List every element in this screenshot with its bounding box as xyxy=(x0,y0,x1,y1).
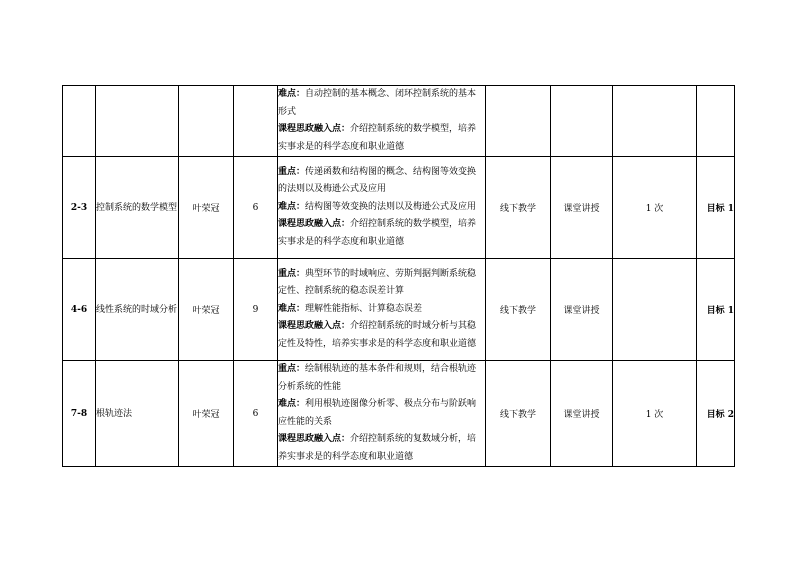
content-label: 重点： xyxy=(278,268,306,279)
content-text: 典型环节的时域响应、劳斯判据判断系统稳定性、控制系统的稳态误差计算 xyxy=(278,268,477,297)
content-label: 难点： xyxy=(278,89,306,99)
topic-cell xyxy=(96,86,179,157)
content-text: 结构图等效变换的法则以及梅逊公式及应用 xyxy=(305,201,477,212)
hours-cell: 9 xyxy=(234,259,278,361)
content-text: 介绍控制系统的时域分析与其稳定性及特性，培养实事求是的科学态度和职业道德 xyxy=(278,321,477,349)
session-cell: 2-3 xyxy=(63,157,96,259)
table-row xyxy=(63,157,735,259)
session-cell xyxy=(63,86,96,157)
content-label: 重点： xyxy=(278,166,306,177)
goal-cell xyxy=(697,86,735,157)
content-label: 难点： xyxy=(278,303,306,314)
topic-cell: 根轨迹法 xyxy=(96,361,179,467)
content-line xyxy=(278,361,485,396)
method-cell xyxy=(551,86,613,157)
mode-cell: 线下教学 xyxy=(486,157,551,259)
content-text: 介绍控制系统的数学模型，培养实事求是的科学态度和职业道德 xyxy=(278,124,477,152)
count-cell: 1 次 xyxy=(613,157,697,259)
content-label: 难点： xyxy=(278,201,306,212)
content-label: 课程思政融入点： xyxy=(278,124,351,134)
content-cell xyxy=(278,259,486,361)
content-text: 介绍控制系统的复数域分析，培养实事求是的科学态度和职业道德 xyxy=(278,434,477,462)
content-text: 绘制根轨迹的基本条件和规则，结合根轨迹分析系统的性能 xyxy=(278,364,477,392)
table-row xyxy=(63,259,735,361)
count-cell: 1 次 xyxy=(613,361,697,467)
mode-cell: 线下教学 xyxy=(486,259,551,361)
method-cell: 课堂讲授 xyxy=(551,361,613,467)
content-label: 难点： xyxy=(278,399,306,409)
content-label: 课程思政融入点： xyxy=(278,321,351,332)
method-cell: 课堂讲授 xyxy=(551,157,613,259)
content-line xyxy=(278,216,485,251)
count-cell xyxy=(613,86,697,157)
content-line xyxy=(278,431,485,466)
content-text: 介绍控制系统的数学模型，培养实事求是的科学态度和职业道德 xyxy=(278,219,477,247)
topic-cell: 控制系统的数学模型 xyxy=(96,157,179,259)
count-cell xyxy=(613,259,697,361)
content-text: 传递函数和结构图的概念、结构图等效变换的法则以及梅逊公式及应用 xyxy=(278,166,477,195)
teacher-cell: 叶荣冠 xyxy=(179,259,234,361)
method-cell: 课堂讲授 xyxy=(551,259,613,361)
table-row xyxy=(63,361,735,467)
hours-cell: 6 xyxy=(234,361,278,467)
course-schedule-table xyxy=(62,85,735,467)
session-cell: 4-6 xyxy=(63,259,96,361)
content-text: 利用根轨迹图像分析零、极点分布与阶跃响应性能的关系 xyxy=(278,399,477,427)
content-line xyxy=(278,318,485,353)
content-cell xyxy=(278,361,486,467)
content-line xyxy=(278,164,485,199)
table-row xyxy=(63,86,735,157)
hours-cell xyxy=(234,86,278,157)
content-cell xyxy=(278,157,486,259)
teacher-cell: 叶荣冠 xyxy=(179,157,234,259)
content-label: 课程思政融入点： xyxy=(278,219,351,230)
content-line xyxy=(278,199,485,217)
content-cell xyxy=(278,86,486,157)
content-text: 自动控制的基本概念、闭环控制系统的基本形式 xyxy=(278,89,477,117)
topic-cell: 线性系统的时域分析 xyxy=(96,259,179,361)
teacher-cell: 叶荣冠 xyxy=(179,361,234,467)
hours-cell: 6 xyxy=(234,157,278,259)
content-line xyxy=(278,396,485,431)
content-line xyxy=(278,121,485,156)
content-line xyxy=(278,266,485,301)
mode-cell xyxy=(486,86,551,157)
content-label: 重点： xyxy=(278,364,306,374)
goal-cell: 目标 1 xyxy=(697,259,735,361)
goal-cell: 目标 2 xyxy=(697,361,735,467)
session-cell: 7-8 xyxy=(63,361,96,467)
content-label: 课程思政融入点： xyxy=(278,434,351,444)
mode-cell: 线下教学 xyxy=(486,361,551,467)
goal-cell: 目标 1 xyxy=(697,157,735,259)
content-line xyxy=(278,86,485,121)
content-text: 理解性能指标、计算稳态误差 xyxy=(305,303,423,314)
teacher-cell xyxy=(179,86,234,157)
content-line xyxy=(278,301,485,319)
